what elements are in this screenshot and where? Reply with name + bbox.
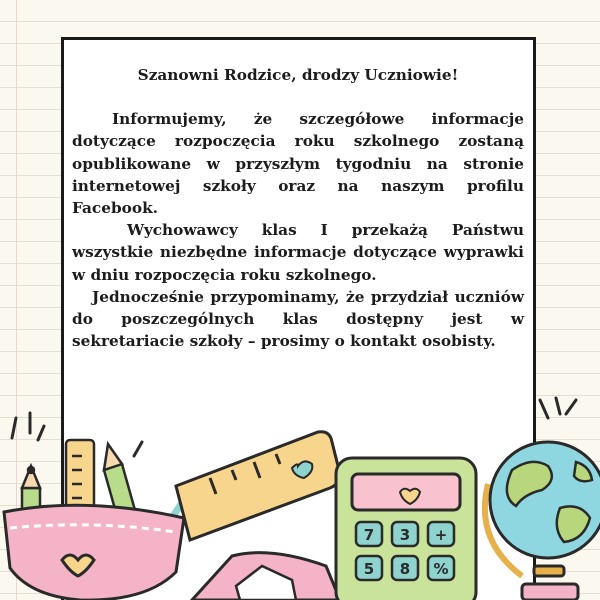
calculator-key: % [433,560,449,578]
calculator-key: + [434,526,448,544]
calculator-key: 3 [399,526,411,544]
set-square-icon [192,553,340,600]
notice-paragraph-3: Jednocześnie przypominamy, że przydział uczniów do poszczególnych klas dostępny jest w sekretariacie szkoły – prosimy o kontakt osobisty. [72,287,524,351]
globe-icon [485,442,600,600]
notice-paragraph-2: Wychowawcy klas I przekażą Państwu wszystkie niezbędne informacje dotyczące wyprawki w dniu rozpoczęcia roku szkolnego. [72,221,524,284]
calculator-key: 5 [363,560,375,578]
notice-greeting: Szanowni Rodzice, drodzy Uczniowie! [137,66,459,84]
notice-paragraph-1: Informujemy, że szczegółowe informacje dotyczące rozpoczęcia roku szkolnego zostaną opublikowane w przyszłym tygodniu na stronie internetowej szkoły oraz na naszym profilu Facebook. [72,110,524,218]
calculator-key: 7 [363,526,375,544]
ruler-icon [176,432,340,540]
calculator-key: 8 [399,560,411,578]
pencil-cup-icon [4,505,184,600]
